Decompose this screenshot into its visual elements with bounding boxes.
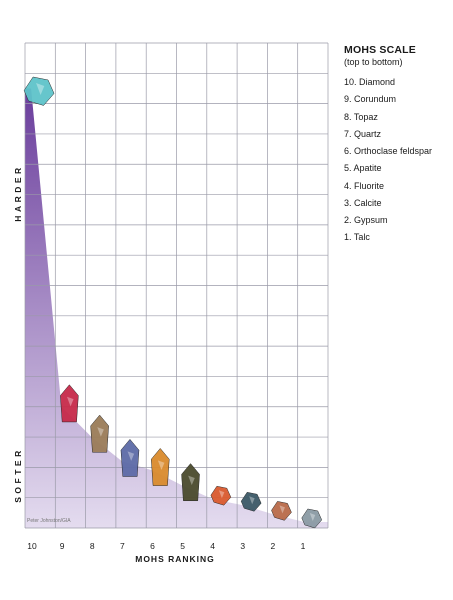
mineral-marker-apatite [182, 464, 200, 501]
legend-item: 4. Fluorite [344, 180, 385, 191]
x-tick-label: 3 [240, 541, 246, 551]
legend-item: 8. Topaz [344, 111, 378, 122]
x-tick-label: 8 [89, 541, 95, 551]
x-axis-label: MOHS RANKING [135, 554, 215, 564]
mineral-marker-orthoclase-feldspar [151, 448, 169, 485]
x-tick-label: 5 [180, 541, 185, 551]
mineral-marker-quartz [121, 439, 139, 476]
legend-item: 5. Apatite [344, 163, 382, 174]
legend-subtitle: (top to bottom) [344, 57, 403, 67]
legend-item: 1. Talc [344, 232, 370, 243]
legend-item: 9. Corundum [344, 94, 397, 105]
x-tick-label: 7 [119, 541, 125, 551]
legend-item: 6. Orthoclase feldspar [344, 146, 433, 156]
x-tick-label: 10 [27, 541, 37, 551]
x-tick-label: 1 [300, 541, 306, 551]
legend-item: 7. Quartz [344, 128, 382, 139]
y-label-harder: HARDER [13, 164, 23, 222]
mineral-marker-gypsum [271, 501, 291, 520]
mineral-marker-diamond [24, 77, 54, 106]
mineral-marker-corundum [60, 385, 78, 422]
mineral-marker-calcite [241, 492, 261, 511]
legend-item: 10. Diamond [344, 77, 396, 87]
y-label-softer: SOFTER [13, 447, 23, 503]
x-tick-label: 4 [210, 541, 216, 551]
mineral-marker-topaz [91, 415, 109, 452]
legend-item: 2. Gypsum [344, 215, 388, 225]
x-tick-label: 9 [59, 541, 65, 551]
legend-title: MOHS SCALE [344, 44, 417, 56]
x-tick-label: 2 [270, 541, 276, 551]
x-tick-label: 6 [150, 541, 155, 551]
legend [344, 44, 452, 249]
photo-credit: Peter Johnston/GIA [27, 518, 71, 524]
legend-item: 3. Calcite [344, 197, 382, 208]
